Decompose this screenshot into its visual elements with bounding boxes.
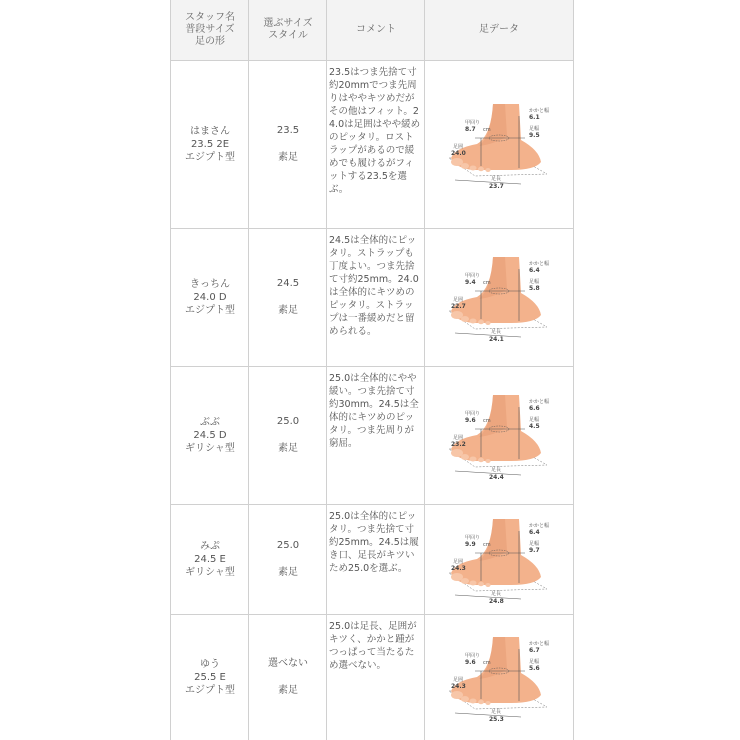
- length-label: 足長: [491, 709, 502, 715]
- header-chosen-size: 選ぶサイズ スタイル: [263, 18, 313, 41]
- foot-shape: ギリシャ型: [185, 442, 235, 454]
- usual-size: 24.5 D: [193, 429, 227, 441]
- unit-label: cm: [483, 127, 491, 133]
- staff-cell: [171, 60, 249, 228]
- usual-size: 25.5 E: [194, 671, 226, 683]
- foot-shape: エジプト型: [185, 684, 235, 696]
- unit-label: cm: [483, 280, 491, 286]
- chosen-cell: [249, 366, 327, 504]
- instep-value: 8.7: [465, 126, 476, 133]
- heel-label: かかと幅: [529, 108, 550, 114]
- usual-size: 24.0 D: [193, 291, 227, 303]
- table-row: [171, 366, 573, 505]
- arch-value: 4.5: [529, 423, 540, 430]
- length-label: 足長: [491, 591, 502, 597]
- arch-label: 足幅: [529, 659, 540, 665]
- comment-text: 25.0は足長、足囲がキツく、かかと踵がつっぱって当たるため選べない。: [329, 621, 417, 671]
- length-value: 24.4: [489, 474, 504, 481]
- instep-value: 9.6: [465, 659, 476, 666]
- heel-value: 6.6: [529, 405, 540, 412]
- chosen-cell: [249, 504, 327, 614]
- ball-label: 足囲: [453, 297, 464, 303]
- table-row: [171, 60, 573, 229]
- ball-value: 24.0: [451, 150, 466, 157]
- arch-label: 足幅: [529, 126, 540, 132]
- chosen-cell: [249, 614, 327, 740]
- style-value: 素足: [278, 685, 298, 696]
- foot-shape: ギリシャ型: [185, 566, 235, 578]
- arch-value: 5.6: [529, 665, 540, 672]
- arch-value: 5.8: [529, 285, 540, 292]
- fitting-table: [170, 0, 574, 740]
- heel-value: 6.4: [529, 529, 540, 536]
- length-label: 足長: [491, 329, 502, 335]
- chosen-cell: [249, 228, 327, 366]
- arch-value: 9.7: [529, 547, 540, 554]
- arch-label: 足幅: [529, 417, 540, 423]
- foot-shape: エジプト型: [185, 151, 235, 163]
- ball-value: 24.3: [451, 683, 466, 690]
- length-value: 23.7: [489, 183, 504, 190]
- length-label: 足長: [491, 467, 502, 473]
- chosen-size: 選べない: [268, 658, 308, 669]
- comment-text: 25.0は全体的にやや緩い。つま先捨て寸約30mm。24.5は全体的にキツめのピッタリ。つま先周りが窮屈。: [329, 373, 419, 449]
- foot-diagram: [435, 511, 563, 607]
- staff-name: みぷ: [200, 540, 220, 552]
- ball-value: 23.2: [451, 441, 466, 448]
- ball-value: 22.7: [451, 303, 466, 310]
- staff-name: はまさん: [190, 125, 230, 137]
- foot-data-cell: [425, 504, 573, 614]
- length-value: 25.3: [489, 716, 504, 723]
- arch-value: 9.5: [529, 132, 540, 139]
- length-value: 24.1: [489, 336, 504, 343]
- chosen-size: 25.0: [276, 416, 300, 427]
- table-row: [171, 228, 573, 367]
- foot-diagram: [435, 96, 563, 192]
- heel-value: 6.1: [529, 114, 540, 121]
- instep-label: 甲回り: [465, 120, 481, 126]
- chosen-size: 24.5: [276, 278, 300, 289]
- style-value: 素足: [278, 567, 298, 578]
- heel-label: かかと幅: [529, 523, 550, 529]
- column-divider: [424, 0, 425, 740]
- instep-label: 甲回り: [465, 273, 481, 279]
- ball-value: 24.3: [451, 565, 466, 572]
- comment-text: 25.0は全体的にピッタリ。つま先捨て寸約25mm。24.5は履き口、足長がキツいため25.0を選ぶ。: [329, 511, 419, 574]
- staff-cell: [171, 228, 249, 366]
- style-value: 素足: [278, 305, 298, 316]
- ball-label: 足囲: [453, 435, 464, 441]
- length-value: 24.8: [489, 598, 504, 605]
- foot-diagram: [435, 387, 563, 483]
- chosen-size: 23.5: [276, 125, 300, 136]
- chosen-cell: [249, 60, 327, 228]
- chosen-size: 25.0: [276, 540, 300, 551]
- instep-value: 9.9: [465, 541, 476, 548]
- instep-value: 9.4: [465, 279, 476, 286]
- ball-label: 足囲: [453, 677, 464, 683]
- length-label: 足長: [491, 176, 502, 182]
- header-comment: コメント: [356, 24, 396, 35]
- comment-text: 23.5はつま先捨て寸約20mmでつま先周りはややキツめだがその他はフィット。24.0は足囲はやや緩めのピッタリ。ロストラップがあるので緩めでも履けるがフィットする23.5を選ぶ。: [329, 67, 421, 195]
- instep-value: 9.6: [465, 417, 476, 424]
- arch-label: 足幅: [529, 541, 540, 547]
- staff-cell: [171, 504, 249, 614]
- staff-cell: [171, 614, 249, 740]
- heel-label: かかと幅: [529, 399, 550, 405]
- instep-label: 甲回り: [465, 653, 481, 659]
- ball-label: 足囲: [453, 144, 464, 150]
- heel-value: 6.7: [529, 647, 540, 654]
- foot-data-cell: [425, 60, 573, 228]
- instep-label: 甲回り: [465, 411, 481, 417]
- foot-data-cell: [425, 614, 573, 740]
- staff-cell: [171, 366, 249, 504]
- table-row: [171, 504, 573, 615]
- unit-label: cm: [483, 418, 491, 424]
- instep-label: 甲回り: [465, 535, 481, 541]
- table-header: [171, 0, 573, 61]
- comment-text: 24.5は全体的にピッタリ。ストラップも丁度よい。つま先捨て寸約25mm。24.0は全体的にキツめのピッタリ。ストラップは一番緩めだと留められる。: [329, 235, 419, 337]
- foot-data-cell: [425, 366, 573, 504]
- table-row: [171, 614, 573, 740]
- header-staff: スタッフ名 普段サイズ 足の形: [185, 12, 235, 47]
- style-value: 素足: [278, 152, 298, 163]
- column-divider: [326, 0, 327, 740]
- heel-label: かかと幅: [529, 261, 550, 267]
- usual-size: 24.5 E: [194, 553, 226, 565]
- arch-label: 足幅: [529, 279, 540, 285]
- foot-diagram: [435, 249, 563, 345]
- unit-label: cm: [483, 542, 491, 548]
- ball-label: 足囲: [453, 559, 464, 565]
- heel-label: かかと幅: [529, 641, 550, 647]
- unit-label: cm: [483, 660, 491, 666]
- column-divider: [248, 0, 249, 740]
- staff-name: ぶぶ: [200, 416, 220, 428]
- header-foot-data: 足データ: [479, 24, 519, 35]
- staff-name: きっちん: [190, 278, 230, 290]
- foot-data-cell: [425, 228, 573, 366]
- staff-name: ゆう: [200, 658, 220, 670]
- heel-value: 6.4: [529, 267, 540, 274]
- foot-shape: エジプト型: [185, 304, 235, 316]
- style-value: 素足: [278, 443, 298, 454]
- usual-size: 23.5 2E: [190, 138, 230, 150]
- foot-diagram: [435, 629, 563, 725]
